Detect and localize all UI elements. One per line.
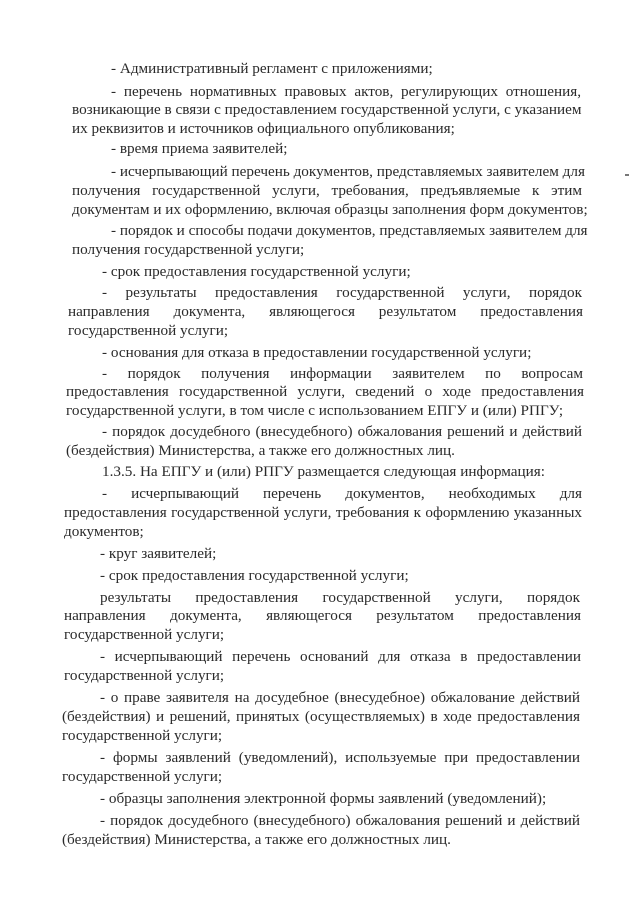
text-line: их реквизитов и источников официального опубликования; (72, 120, 455, 137)
text-line: государственной услуги; (62, 727, 223, 744)
text-line: - о праве заявителя на досудебное (внесудебное) обжалование действий (100, 689, 580, 706)
text-line: - результаты предоставления государственной услуги, порядок (102, 284, 582, 301)
text-line: получения государственной услуги, требования, предъявляемые к этим (72, 182, 582, 199)
text-line: (бездействия) Министерства, а также его должностных лиц. (62, 831, 451, 848)
text-line: возникающие в связи с предоставлением государственной услуги, с указанием (72, 101, 582, 118)
text-line: направления документа, являющегося результатом предоставления (64, 607, 581, 624)
text-line: - срок предоставления государственной услуги; (100, 567, 409, 584)
section-heading: 1.3.5. На ЕПГУ и (или) РПГУ размещается следующая информация: (102, 463, 545, 480)
text-line: результаты предоставления государственной услуги, порядок (100, 589, 580, 606)
text-line: документам и их оформлению, включая образцы заполнения форм документов; (72, 201, 588, 218)
text-line: - исчерпывающий перечень документов, необходимых для (102, 485, 582, 502)
text-line: предоставления государственной услуги, сведений о ходе предоставления (66, 383, 584, 400)
text-line: - Административный регламент с приложениями; (111, 60, 433, 77)
text-line: государственной услуги, в том числе с использованием ЕПГУ и (или) РПГУ; (66, 402, 564, 419)
text-line: - формы заявлений (уведомлений), используемые при предоставлении (100, 749, 580, 766)
text-line: - срок предоставления государственной услуги; (102, 263, 411, 280)
text-line: - исчерпывающий перечень документов, представляемых заявителем для (111, 163, 585, 180)
text-line: - порядок получения информации заявителем по вопросам (102, 365, 583, 382)
text-line: - основания для отказа в предоставлении государственной услуги; (102, 344, 532, 361)
text-line: (бездействия) и решений, принятых (осуществляемых) в ходе предоставления (62, 708, 580, 725)
text-line: государственной услуги; (64, 667, 225, 684)
text-line: - порядок и способы подачи документов, представляемых заявителем для (111, 222, 588, 239)
scan-artifact (625, 174, 629, 176)
text-line: - время приема заявителей; (111, 140, 288, 157)
text-line: государственной услуги; (68, 322, 229, 339)
text-line: направления документа, являющегося результатом предоставления (68, 303, 583, 320)
text-line: предоставления государственной услуги, требования к оформлению указанных (64, 504, 582, 521)
text-line: - образцы заполнения электронной формы заявлений (уведомлений); (100, 790, 547, 807)
text-line: - перечень нормативных правовых актов, регулирующих отношения, (111, 83, 581, 100)
text-line: (бездействия) Министерства, а также его должностных лиц. (66, 442, 455, 459)
text-line: получения государственной услуги; (72, 241, 305, 258)
text-line: - круг заявителей; (100, 545, 217, 562)
text-line: государственной услуги; (62, 768, 223, 785)
text-line: документов; (64, 523, 144, 540)
text-line: - порядок досудебного (внесудебного) обжалования решений и действий (102, 423, 582, 440)
text-line: - порядок досудебного (внесудебного) обжалования решений и действий (100, 812, 580, 829)
text-line: - исчерпывающий перечень оснований для отказа в предоставлении (100, 648, 581, 665)
text-line: государственной услуги; (64, 626, 225, 643)
